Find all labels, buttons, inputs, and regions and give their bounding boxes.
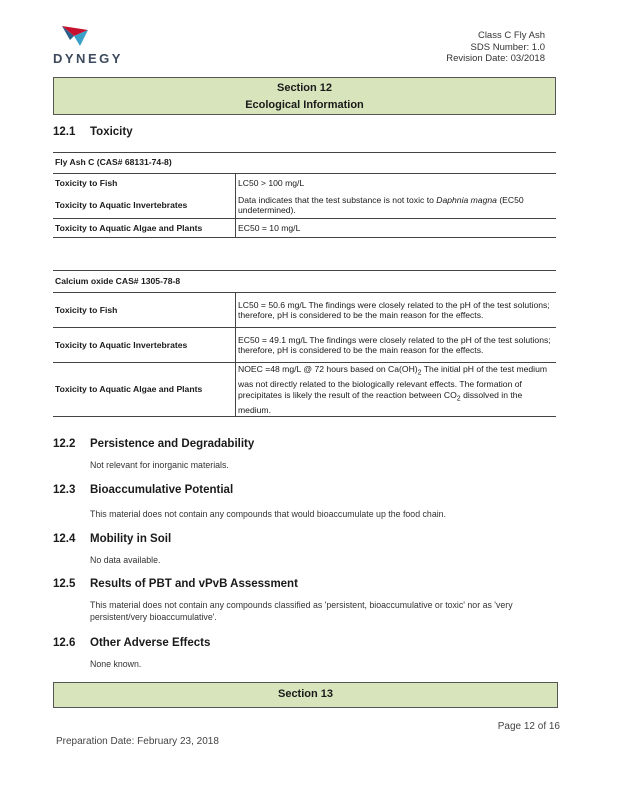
table-row	[53, 174, 556, 193]
heading-text: Bioaccumulative Potential	[90, 484, 234, 496]
heading-text: Toxicity	[90, 126, 133, 138]
row-label: Toxicity to Fish	[53, 174, 236, 193]
fly-ash-toxicity-table	[53, 173, 556, 238]
revision-date: Revision Date: 03/2018	[446, 53, 545, 64]
heading-text: Other Adverse Effects	[90, 637, 211, 649]
table-row	[53, 192, 556, 219]
table-row	[53, 328, 556, 363]
persistence-text: Not relevant for inorganic materials.	[90, 460, 229, 470]
heading-number: 12.4	[53, 533, 76, 545]
bioaccumulative-text: This material does not contain any compounds that would bioaccumulate up the food chain.	[90, 509, 447, 519]
divider	[53, 152, 556, 153]
section-13-banner	[53, 682, 558, 708]
calcium-oxide-caption: Calcium oxide CAS# 1305-78-8	[55, 276, 181, 286]
table-row	[53, 293, 556, 328]
dynegy-logo-icon	[60, 24, 90, 48]
section-12-title: Section 12	[276, 82, 333, 94]
page-number: Page 12 of 16	[497, 721, 560, 732]
heading-text: Results of PBT and vPvB Assessment	[90, 578, 298, 590]
row-value: EC50 = 49.1 mg/L The findings were closely related to the pH of the test solutions; therefore, pH is considered to be the main reason for the effects.	[238, 334, 551, 355]
heading-12-1	[53, 126, 133, 138]
calcium-oxide-toxicity-table	[53, 292, 556, 417]
doc-title: Class C Fly Ash	[477, 30, 545, 41]
table-row	[53, 363, 556, 417]
section-12-subtitle: Ecological Information	[245, 99, 364, 111]
mobility-text: No data available.	[90, 555, 161, 565]
heading-12-2	[53, 438, 254, 450]
section-13-title: Section 13	[277, 688, 334, 700]
row-value: LC50 > 100 mg/L	[238, 177, 305, 188]
row-label: Toxicity to Aquatic Invertebrates	[53, 328, 236, 363]
value-text: (EC50 undetermined).	[238, 194, 524, 215]
value-text: The initial pH of the test medium was not directly related to the biologically relevant effects. The formation of precipitates is likely the result of the reaction between CO	[238, 364, 548, 400]
heading-number: 12.5	[53, 578, 76, 590]
row-label: Toxicity to Aquatic Algae and Plants	[53, 219, 236, 238]
section-12-banner	[53, 77, 556, 115]
value-text: NOEC =48 mg/L @ 72 hours based on Ca(OH)	[238, 364, 418, 374]
company-logo-text: DYNEGY	[53, 51, 123, 66]
heading-number: 12.3	[53, 484, 76, 496]
heading-text: Mobility in Soil	[90, 533, 172, 545]
species-name: Daphnia magna	[436, 194, 497, 205]
row-label: Toxicity to Aquatic Invertebrates	[53, 192, 236, 219]
row-value: LC50 = 50.6 mg/L The findings were closely related to the pH of the test solutions; therefore, pH is considered to be the main reason for the effects.	[238, 299, 550, 320]
heading-12-3	[53, 484, 233, 496]
row-value	[236, 192, 557, 219]
value-text: Data indicates that the test substance is not toxic to	[238, 194, 437, 205]
heading-12-5	[53, 578, 298, 590]
other-effects-text: None known.	[90, 659, 142, 669]
sds-number: SDS Number: 1.0	[470, 41, 545, 53]
row-label: Toxicity to Fish	[53, 293, 236, 328]
heading-12-4	[53, 533, 171, 545]
document-header-info	[446, 30, 545, 65]
heading-number: 12.2	[53, 438, 76, 450]
table-row	[53, 219, 556, 238]
fly-ash-caption: Fly Ash C (CAS# 68131-74-8)	[55, 157, 172, 167]
heading-number: 12.6	[53, 637, 76, 649]
row-label: Toxicity to Aquatic Algae and Plants	[53, 363, 236, 417]
pbt-text: This material does not contain any compounds classified as 'persistent, bioaccumulative or toxic' nor as 'very persistent/very bioaccumulative'.	[90, 600, 513, 622]
heading-12-6	[53, 637, 210, 649]
heading-number: 12.1	[53, 126, 76, 138]
subscript: 2	[417, 369, 422, 377]
subscript: 2	[456, 395, 461, 403]
row-value	[236, 363, 557, 417]
heading-text: Persistence and Degradability	[90, 438, 255, 450]
divider	[53, 270, 556, 271]
value-text: dissolved in the medium.	[238, 389, 523, 415]
preparation-date: Preparation Date: February 23, 2018	[56, 736, 219, 747]
row-value: EC50 = 10 mg/L	[238, 222, 301, 233]
